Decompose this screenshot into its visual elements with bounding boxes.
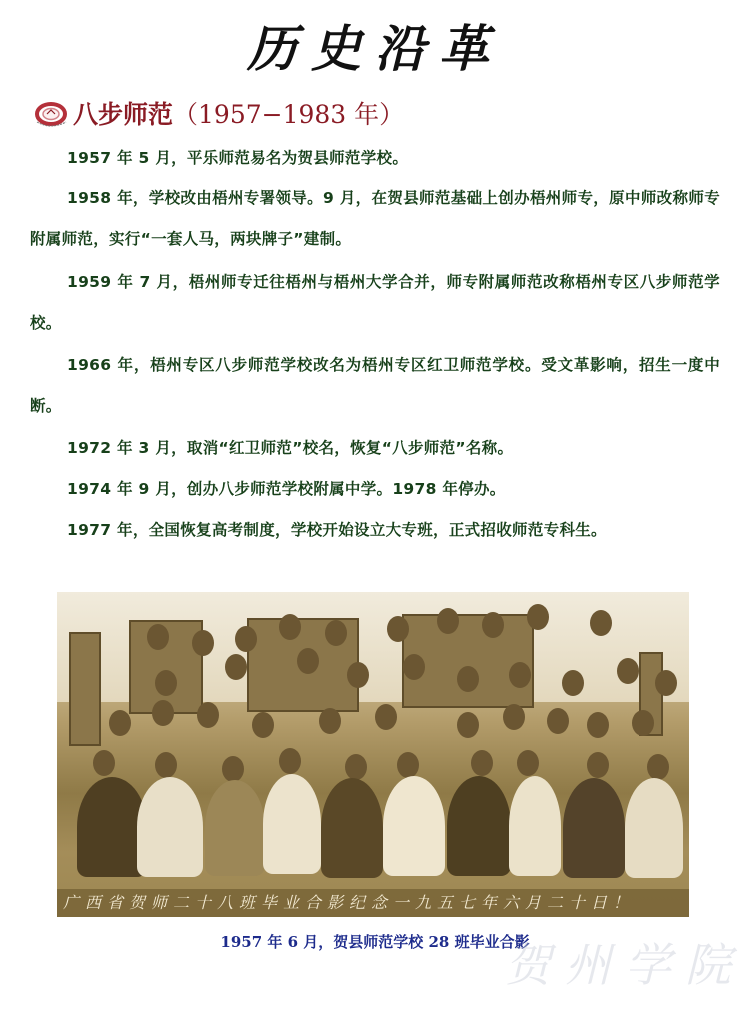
history-paragraph-1972: 1972 年 3 月，取消“红卫师范”校名，恢复“八步师范”名称。	[67, 439, 514, 457]
person-head	[325, 620, 347, 646]
person-body	[383, 776, 445, 876]
page-title: 历史沿革	[247, 19, 503, 78]
person-head	[482, 612, 504, 638]
history-paragraph-1966: 1966 年，梧州专区八步师范学校改名为梧州专区红卫师范学校。受文革影响，招生一度中断。	[30, 356, 720, 415]
section-heading	[33, 97, 404, 133]
person-head	[471, 750, 493, 776]
person-body	[137, 777, 203, 877]
section-title-years: （1957−1983 年）	[173, 100, 405, 129]
person-head	[147, 624, 169, 650]
person-head	[319, 708, 341, 734]
person-head	[509, 662, 531, 688]
person-head	[617, 658, 639, 684]
section-title-name: 八步师范	[73, 100, 174, 129]
history-paragraph-1959: 1959 年 7 月，梧州师专迁往梧州与梧州大学合并，师专附属师范改称梧州专区八步师范学校。	[30, 273, 720, 332]
person-head	[345, 754, 367, 780]
watermark: 贺州学院	[505, 938, 745, 992]
person-head	[562, 670, 584, 696]
person-head	[297, 648, 319, 674]
person-head	[152, 700, 174, 726]
person-head	[387, 616, 409, 642]
person-head	[375, 704, 397, 730]
person-head	[155, 670, 177, 696]
person-head	[192, 630, 214, 656]
person-head	[457, 666, 479, 692]
person-head	[235, 626, 257, 652]
person-head	[403, 654, 425, 680]
person-head	[590, 610, 612, 636]
history-paragraph-1974: 1974 年 9 月，创办八步师范学校附属中学。1978 年停办。	[67, 480, 506, 498]
history-paragraph-1957: 1957 年 5 月，平乐师范易名为贺县师范学校。	[67, 149, 409, 167]
person-head	[155, 752, 177, 778]
person-head	[457, 712, 479, 738]
person-body	[509, 776, 561, 876]
person-head	[503, 704, 525, 730]
person-head	[655, 670, 677, 696]
person-body	[263, 774, 321, 874]
person-head	[437, 608, 459, 634]
photo-inscription: 广西省贺师二十八班毕业合影纪念一九五七年六月二十日！	[57, 889, 689, 917]
photo-window	[69, 632, 101, 746]
person-head	[252, 712, 274, 738]
person-body	[205, 780, 265, 876]
person-head	[279, 614, 301, 640]
person-head	[222, 756, 244, 782]
person-head	[397, 752, 419, 778]
history-paragraph-1958: 1958 年，学校改由梧州专署领导。9 月，在贺县师范基础上创办梧州师专，原中师改称师专附属师范，实行“一套人马，两块牌子”建制。	[30, 189, 720, 248]
person-head	[547, 708, 569, 734]
person-head	[197, 702, 219, 728]
person-head	[587, 752, 609, 778]
person-body	[447, 776, 511, 876]
person-head	[109, 710, 131, 736]
person-head	[517, 750, 539, 776]
photo-caption: 1957 年 6 月，贺县师范学校 28 班毕业合影	[220, 933, 530, 951]
person-head	[279, 748, 301, 774]
circle-emblem-icon	[33, 100, 71, 130]
graduation-group-photo	[57, 592, 689, 917]
person-body	[321, 778, 383, 878]
person-body	[563, 778, 625, 878]
person-head	[647, 754, 669, 780]
person-head	[587, 712, 609, 738]
person-head	[347, 662, 369, 688]
section-title	[73, 97, 404, 133]
person-head	[632, 710, 654, 736]
person-head	[225, 654, 247, 680]
person-head	[527, 604, 549, 630]
person-body	[625, 778, 683, 878]
person-head	[93, 750, 115, 776]
history-paragraph-1977: 1977 年，全国恢复高考制度，学校开始设立大专班，正式招收师范专科生。	[67, 521, 607, 539]
